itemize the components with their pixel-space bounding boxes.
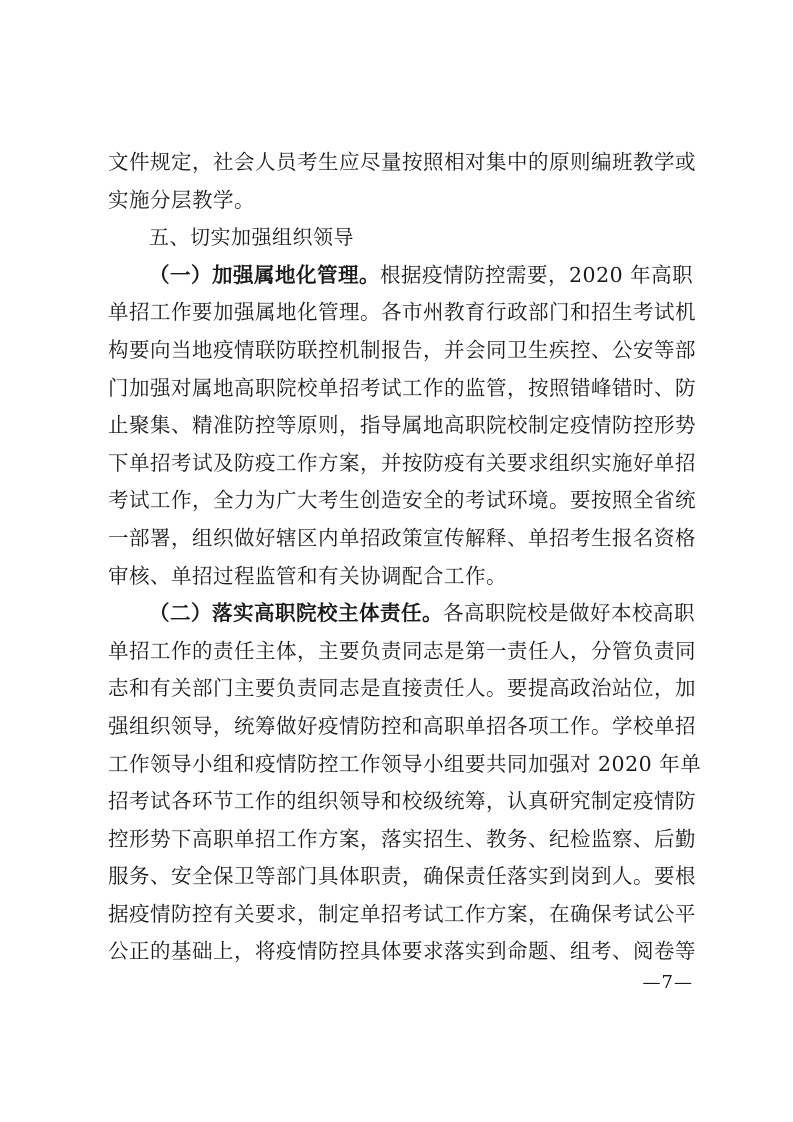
para2-title: （二）落实高职院校主体责任。 <box>149 601 443 626</box>
para2-line: 招考试各环节工作的组织领导和校级统筹，认真研究制定疫情防 <box>108 789 696 814</box>
para2-line: 服务、安全保卫等部门具体职责，确保责任落实到岗到人。要根 <box>108 864 696 889</box>
document-body <box>108 144 702 971</box>
para1-line: 一部署，组织做好辖区内单招政策宣传解释、单招考生报名资格 <box>108 525 696 550</box>
para1-line: 单招工作要加强属地化管理。各市州教育行政部门和招生考试机 <box>108 300 696 325</box>
para2-first-line-rest: 各高职院校是做好本校高职 <box>443 601 695 626</box>
para2-line: 强组织领导，统筹做好疫情防控和高职单招各项工作。学校单招 <box>108 713 696 738</box>
section-heading: 五、切实加强组织领导 <box>149 225 354 250</box>
para2-line: 控形势下高职单招工作方案，落实招生、教务、纪检监察、后勤 <box>108 826 696 851</box>
para1-line: 门加强对属地高职院校单招考试工作的监管，按照错峰错时、防 <box>108 375 696 400</box>
para1-line: 止聚集、精准防控等原则，指导属地高职院校制定疫情防控形势 <box>108 413 696 438</box>
para2-line: 据疫情防控有关要求，制定单招考试工作方案，在确保考试公平 <box>108 901 696 926</box>
para1-title: （一）加强属地化管理。 <box>149 262 380 287</box>
para2-first-line <box>108 595 695 633</box>
para2-line: 工作领导小组和疫情防控工作领导小组要共同加强对 2020 年单 <box>108 751 702 776</box>
para1-line: 下单招考试及防疫工作方案，并按防疫有关要求组织实施好单招 <box>108 450 696 475</box>
para1-line: 审核、单招过程监管和有关协调配合工作。 <box>108 563 507 588</box>
para1-line: 考试工作，全力为广大考生创造安全的考试环境。要按照全省统 <box>108 488 696 513</box>
para1-line: 构要向当地疫情联防联控机制报告，并会同卫生疾控、公安等部 <box>108 337 696 362</box>
para2-line: 志和有关部门主要负责同志是直接责任人。要提高政治站位，加 <box>108 676 696 701</box>
page-number: —7— <box>642 972 693 993</box>
para1-first-line <box>108 257 692 295</box>
para2-line: 公正的基础上，将疫情防控具体要求落实到命题、组考、阅卷等 <box>108 939 696 964</box>
intro-line-1: 文件规定，社会人员考生应尽量按照相对集中的原则编班教学或 <box>108 150 696 174</box>
para2-line: 单招工作的责任主体，主要负责同志是第一责任人，分管负责同 <box>108 638 696 663</box>
intro-line-2: 实施分层教学。 <box>108 187 255 212</box>
para1-first-line-rest: 根据疫情防控需要，2020 年高职 <box>380 262 694 287</box>
